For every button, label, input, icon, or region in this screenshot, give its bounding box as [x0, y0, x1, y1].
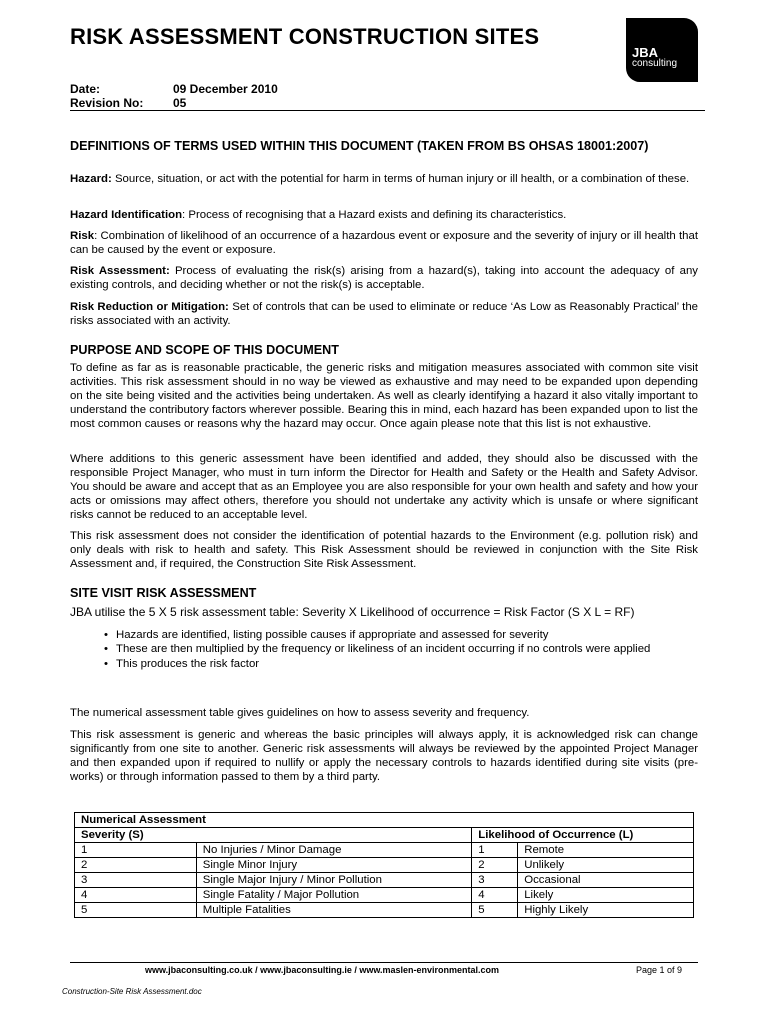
- likelihood-description: Unlikely: [518, 858, 694, 873]
- document-filename: Construction-Site Risk Assessment.doc: [62, 987, 202, 996]
- revision-label: Revision No:: [70, 96, 144, 110]
- definition-text: Set of controls that can be used to eliminate or reduce ‘As Low as Reasonably Practical’ the risks associated with an activity.: [70, 301, 698, 327]
- definition-text: : Combination of likelihood of an occurrence of a hazardous event or exposure and the severity of injury or ill health that can be caused by the event or exposure.: [70, 230, 698, 256]
- table-title-row: [75, 813, 694, 828]
- table-row: [75, 858, 694, 873]
- table-row: [75, 873, 694, 888]
- footer-links: www.jbaconsulting.co.uk / www.jbaconsulting.ie / www.maslen-environmental.com: [145, 965, 500, 975]
- footer-divider: [70, 962, 698, 963]
- definition-term: Hazard Identification: [70, 209, 183, 221]
- definition-text: : Process of recognising that a Hazard exists and defining its characteristics.: [182, 209, 567, 221]
- severity-header: Severity (S): [75, 828, 472, 843]
- assessment-table-note: The numerical assessment table gives guidelines on how to assess severity and frequency.: [70, 707, 530, 719]
- severity-number: 5: [75, 903, 197, 918]
- severity-description: Single Fatality / Major Pollution: [196, 888, 472, 903]
- definition-term: Risk Reduction or Mitigation:: [70, 301, 229, 313]
- severity-description: Multiple Fatalities: [196, 903, 472, 918]
- likelihood-description: Occasional: [518, 873, 694, 888]
- site-visit-intro: JBA utilise the 5 X 5 risk assessment table: Severity X Likelihood of occurrence = Risk Factor (S X L = RF): [70, 605, 635, 619]
- definition-hazard: [70, 172, 698, 186]
- revision-value: 05: [173, 96, 187, 110]
- definition-risk-reduction: [70, 300, 698, 328]
- likelihood-number: 1: [472, 843, 518, 858]
- table-row: [75, 888, 694, 903]
- purpose-paragraph-2: Where additions to this generic assessment have been identified and added, they should also be discussed with the responsible Project Manager, who must in turn inform the Director for Health and Safety or the Health and Safety Advisor. You should be aware and accept that as an Employee you are also responsible for your own health and safety and how your acts or omissions may affect others, therefore you should not undertake any activity which is unsafe or where significant risks cannot be reduced to an acceptable level.: [70, 453, 698, 521]
- definition-hazard-identification: [70, 208, 698, 222]
- date-row: [70, 82, 278, 96]
- definition-term: Risk Assessment:: [70, 265, 170, 277]
- purpose-heading: PURPOSE AND SCOPE OF THIS DOCUMENT: [70, 343, 339, 357]
- severity-description: Single Major Injury / Minor Pollution: [196, 873, 472, 888]
- document-title: RISK ASSESSMENT CONSTRUCTION SITES: [70, 24, 540, 49]
- likelihood-description: Remote: [518, 843, 694, 858]
- definition-risk: [70, 229, 698, 257]
- likelihood-description: Likely: [518, 888, 694, 903]
- risk-steps-list: [104, 628, 698, 671]
- page-number: Page 1 of 9: [636, 965, 683, 975]
- date-value: 09 December 2010: [173, 82, 278, 96]
- table-title: Numerical Assessment: [75, 813, 694, 828]
- table-header-row: [75, 828, 694, 843]
- numerical-assessment-table: [74, 812, 694, 918]
- severity-description: Single Minor Injury: [196, 858, 472, 873]
- site-visit-heading: SITE VISIT RISK ASSESSMENT: [70, 586, 257, 600]
- table-row: [75, 903, 694, 918]
- jba-logo: [626, 18, 698, 82]
- logo-text-jba: JBA: [632, 45, 659, 60]
- likelihood-header: Likelihood of Occurrence (L): [472, 828, 694, 843]
- severity-number: 2: [75, 858, 197, 873]
- list-item: • These are then multiplied by the frequency or likeliness of an incident occurring if no controls were applied: [104, 642, 698, 656]
- definition-text: Process of evaluating the risk(s) arising from a hazard(s), taking into account the adequacy of any existing controls, and deciding whether or not the risk(s) is acceptable.: [70, 265, 698, 291]
- severity-description: No Injuries / Minor Damage: [196, 843, 472, 858]
- severity-number: 4: [75, 888, 197, 903]
- severity-number: 1: [75, 843, 197, 858]
- revision-row: [70, 96, 186, 110]
- definition-text: Source, situation, or act with the potential for harm in terms of human injury or ill health, or a combination of these.: [111, 173, 690, 185]
- likelihood-number: 3: [472, 873, 518, 888]
- definition-term: Risk: [70, 230, 95, 242]
- list-item: • This produces the risk factor: [104, 657, 698, 671]
- logo-text-consulting: consulting: [632, 58, 678, 69]
- likelihood-number: 5: [472, 903, 518, 918]
- list-item: • Hazards are identified, listing possible causes if appropriate and assessed for severity: [104, 628, 698, 642]
- table-row: [75, 843, 694, 858]
- likelihood-description: Highly Likely: [518, 903, 694, 918]
- date-label: Date:: [70, 82, 101, 96]
- generic-assessment-paragraph: This risk assessment is generic and whereas the basic principles will always apply, it is acknowledged risk can change significantly from one site to another. Generic risk assessments will always be reviewed by the appointed Project Manager and then expanded upon if required to nullify or apply the necessary controls to hazards identified during site visits (pre-works) or through information passed to them by a third party.: [70, 729, 698, 783]
- likelihood-number: 2: [472, 858, 518, 873]
- definition-term: Hazard:: [70, 173, 112, 185]
- purpose-paragraph-3: This risk assessment does not consider the identification of potential hazards to the Environment (e.g. pollution risk) and only deals with risk to health and safety. This Risk Assessment should be reviewed in conjunction with the Site Risk Assessment and, if required, the Construction Site Risk Assessment.: [70, 530, 698, 570]
- likelihood-number: 4: [472, 888, 518, 903]
- definitions-heading: DEFINITIONS OF TERMS USED WITHIN THIS DOCUMENT (TAKEN FROM BS OHSAS 18001:2007): [70, 139, 649, 153]
- purpose-paragraph-1: To define as far as is reasonable practicable, the generic risks and mitigation measures associated with common site visit activities. This risk assessment should in no way be viewed as exhaustive and may need to be expanded upon depending on the site being visited and the activities being undertaken. As well as clearly identifying a hazard it also vitally important to understand the contributory factors wherever possible. Bearing this in mind, each hazard has been expanded upon to list the most common causes or reasons why the hazard may occur. Once again please note that this list is not exhaustive.: [70, 362, 698, 430]
- definition-risk-assessment: [70, 264, 698, 292]
- severity-number: 3: [75, 873, 197, 888]
- header-divider: [70, 110, 705, 111]
